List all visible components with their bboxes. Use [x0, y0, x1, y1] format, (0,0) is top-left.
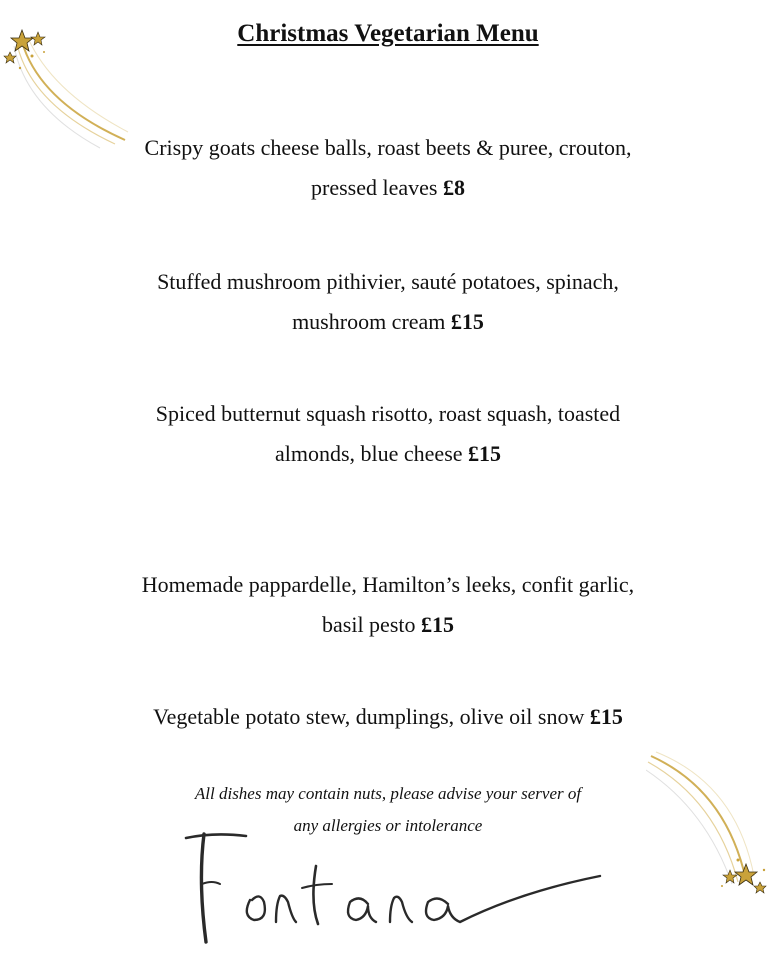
- menu-item: Crispy goats cheese balls, roast beets & puree, crouton, pressed leaves £8: [144, 135, 632, 200]
- price: £15: [468, 441, 502, 466]
- price: £8: [442, 175, 465, 200]
- menu-item: Stuffed mushroom pithivier, sauté potatoes, spinach, mushroom cream £15: [157, 269, 619, 334]
- price: £15: [421, 612, 454, 637]
- menu-item: Homemade pappardelle, Hamilton’s leeks, confit garlic, basil pesto £15: [141, 572, 635, 637]
- price: £15: [589, 704, 623, 729]
- price: £15: [450, 309, 484, 334]
- allergy-note: All dishes may contain nuts, please advise your server of any allergies or intolerance: [194, 784, 582, 835]
- menu-item: Spiced butternut squash risotto, roast squash, toasted almonds, blue cheese £15: [155, 401, 621, 466]
- shooting-star-icon: [646, 750, 776, 900]
- fontana-logo: [180, 822, 620, 952]
- menu-item: Vegetable potato stew, dumplings, olive oil snow £15: [153, 704, 623, 729]
- menu-title: Christmas Vegetarian Menu: [237, 20, 539, 47]
